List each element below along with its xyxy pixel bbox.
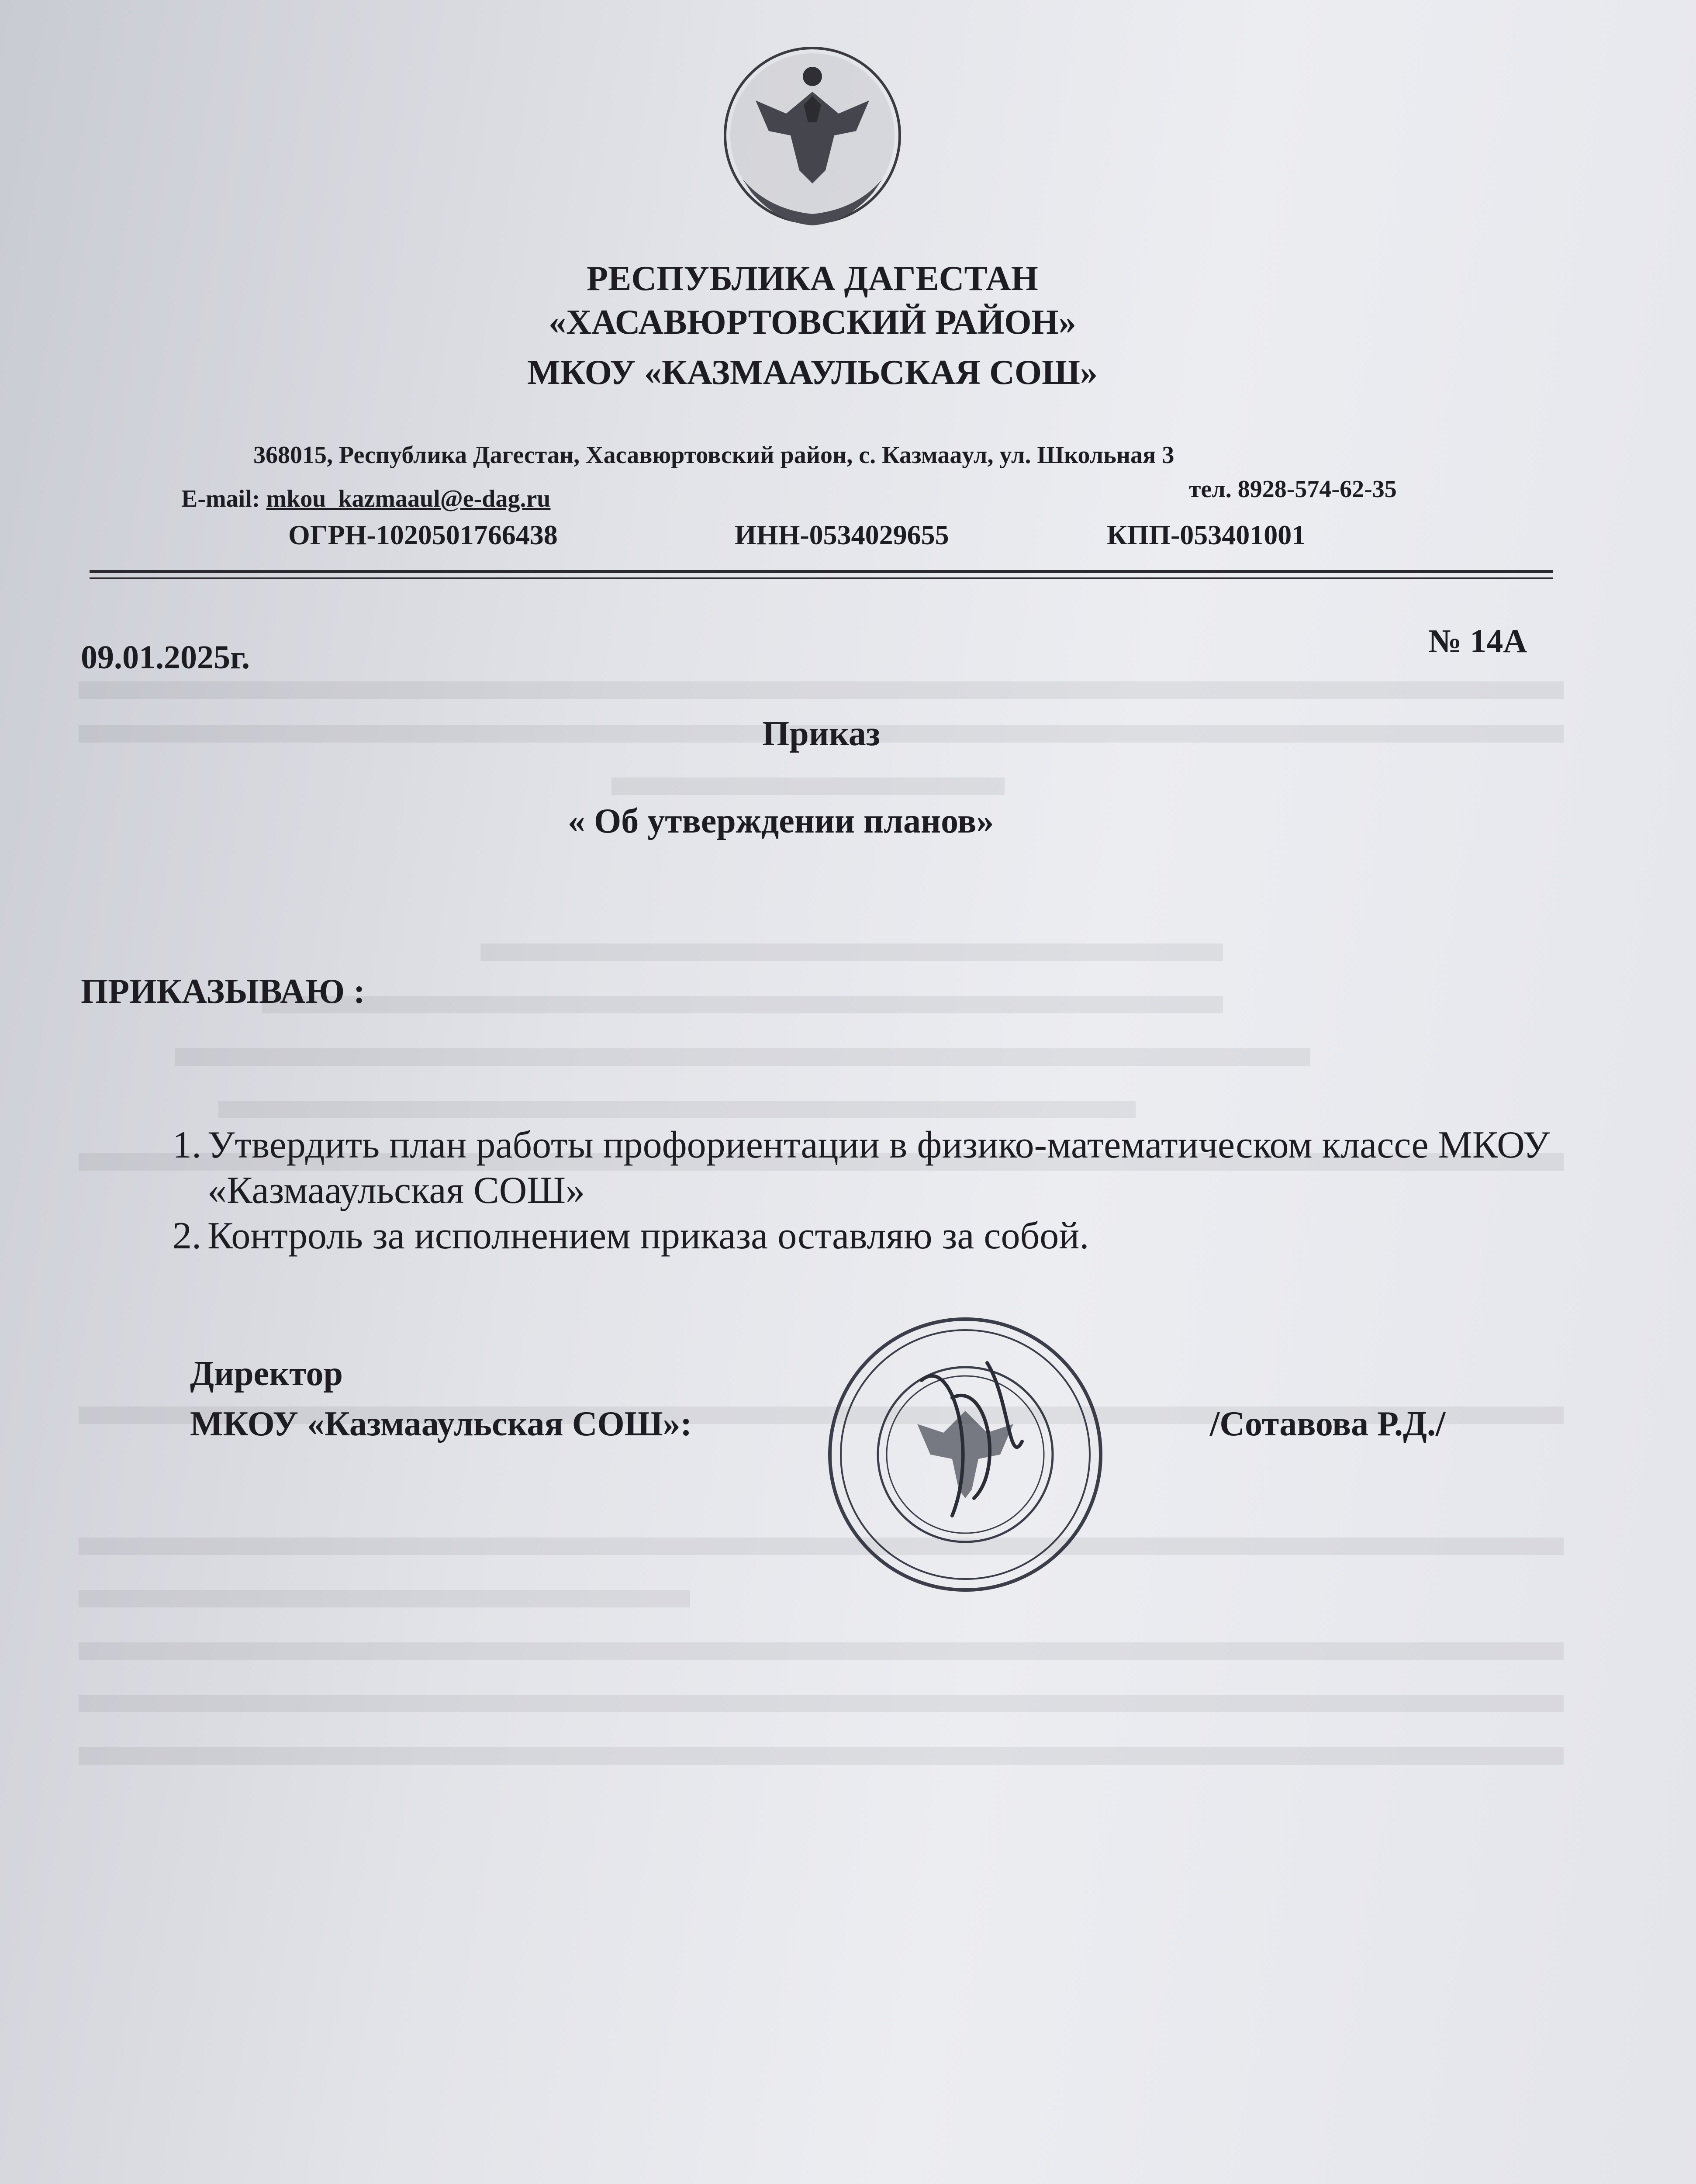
email-link[interactable]: mkou_kazmaaul@e-dag.ru <box>266 485 551 512</box>
document-subtitle: « Об утверждении планов» <box>568 802 994 840</box>
inn: ИНН-0534029655 <box>735 519 949 550</box>
header-divider-thin <box>90 577 1553 579</box>
header-divider <box>90 570 1553 573</box>
address-line: 368015, Республика Дагестан, Хасавюртовский район, с. Казмаaул, ул. Школьная 3 <box>253 442 1174 469</box>
official-stamp-icon <box>821 1310 1109 1599</box>
item-text: Утвердить план работы профориентации в физико-математическом классе МКОУ «Казмааульская СОШ» <box>207 1124 1550 1212</box>
email-label: E-mail: <box>181 485 266 512</box>
item-text: Контроль за исполнением приказа оставляю за собой. <box>207 1215 1089 1257</box>
list-item <box>173 1123 1658 1213</box>
header-republic: РЕСПУБЛИКА ДАГЕСТАН <box>587 259 1038 298</box>
ogrn: ОГРН-1020501766438 <box>288 519 558 550</box>
email-line <box>181 485 550 513</box>
list-item <box>173 1213 1658 1259</box>
kpp: КПП-053401001 <box>1107 519 1306 550</box>
item-number: 1. <box>173 1124 201 1166</box>
document-title: Приказ <box>762 715 880 753</box>
document-number: № 14А <box>1428 623 1527 660</box>
dagestan-coat-of-arms-icon <box>716 35 908 240</box>
item-number: 2. <box>173 1215 201 1257</box>
order-heading: ПРИКАЗЫВАЮ : <box>81 972 365 1011</box>
signatory-organization: МКОУ «Казмааульская СОШ»: <box>190 1405 692 1443</box>
phone-line: тел. 8928-574-62-35 <box>1189 476 1397 503</box>
document-date: 09.01.2025г. <box>81 639 250 676</box>
signatory-name: /Сотавова Р.Д./ <box>1210 1405 1446 1443</box>
signatory-position: Директор <box>190 1355 343 1393</box>
order-items-list <box>173 1123 1658 1259</box>
header-district: «ХАСАВЮРТОВСКИЙ РАЙОН» <box>549 303 1076 342</box>
header-school: МКОУ «КАЗМААУЛЬСКАЯ СОШ» <box>527 353 1098 392</box>
